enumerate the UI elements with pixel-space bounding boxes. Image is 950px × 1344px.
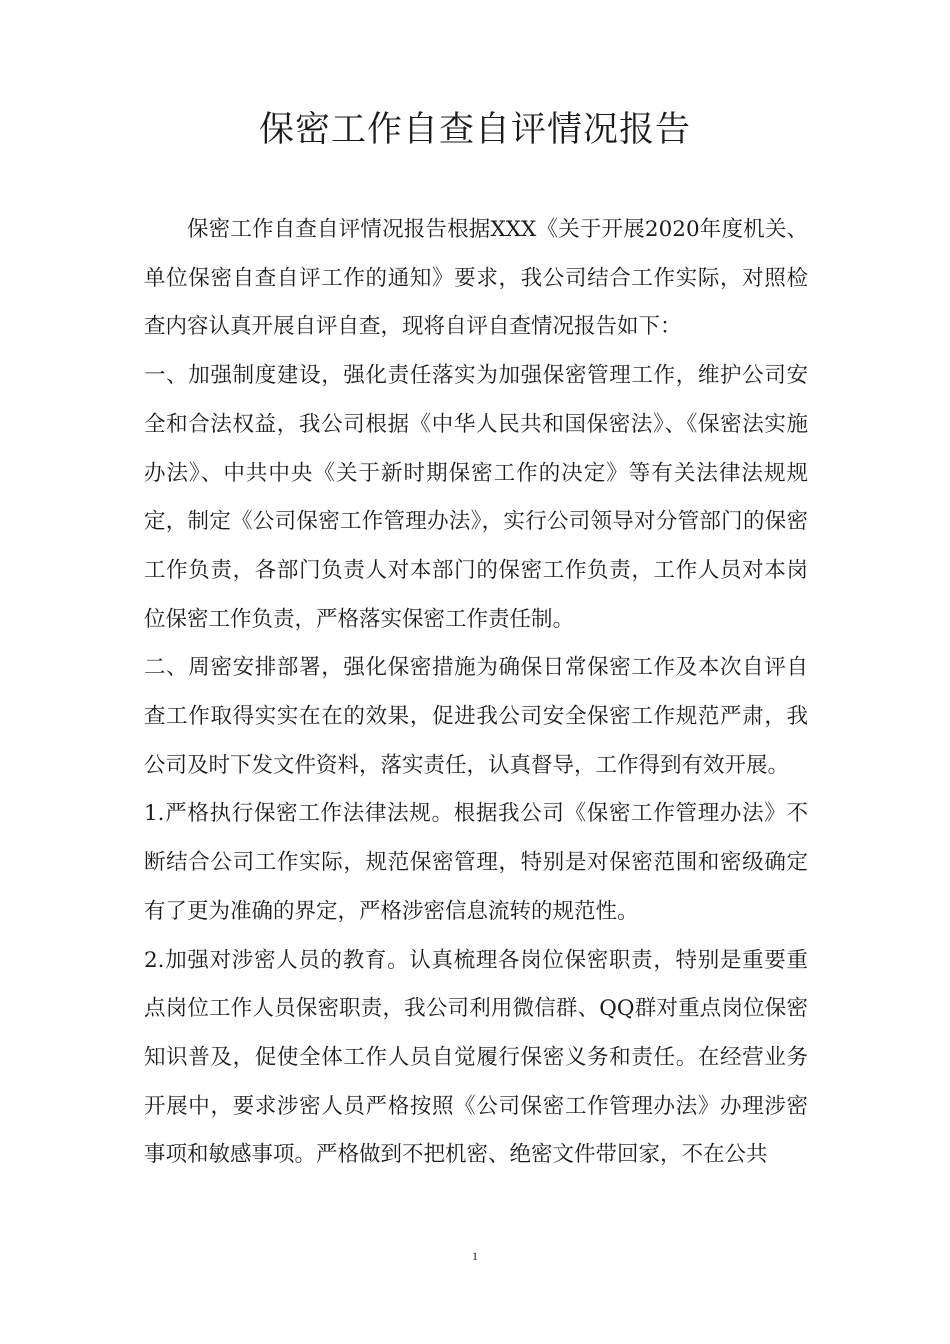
paragraph-item-one: 1.严格执行保密工作法律法规。根据我公司《保密工作管理办法》不断结合公司工作实际，规范保密管理，特别是对保密范围和密级确定有了更为准确的界定，严格涉密信息流转的规范性。 (144, 801, 808, 924)
page-number: 1 (472, 1249, 478, 1263)
document-body (144, 206, 808, 1180)
paragraph-section-one: 一、加强制度建设，强化责任落实为加强保密管理工作，维护公司安全和合法权益，我公司根据《中华人民共和国保密法》、《保密法实施办法》、中共中央《关于新时期保密工作的决定》等有关法律法规规定，制定《公司保密工作管理办法》，实行公司领导对分管部门的保密工作负责，各部门负责人对本部门的保密工作负责，工作人员对本岗位保密工作负责，严格落实保密工作责任制。 (144, 363, 808, 632)
paragraph-intro: 保密工作自查自评情况报告根据XXX《关于开展2020年度机关、单位保密自查自评工作的通知》要求，我公司结合工作实际，对照检查内容认真开展自评自查，现将自评自查情况报告如下： (144, 217, 808, 340)
paragraph-section-two: 二、周密安排部署，强化保密措施为确保日常保密工作及本次自评自查工作取得实实在在的效果，促进我公司安全保密工作规范严肃，我公司及时下发文件资料，落实责任，认真督导，工作得到有效开展。 (144, 655, 808, 778)
paragraph-item-two: 2.加强对涉密人员的教育。认真梳理各岗位保密职责，特别是重要重点岗位工作人员保密职责，我公司利用微信群、QQ群对重点岗位保密知识普及，促使全体工作人员自觉履行保密义务和责任。在经营业务开展中，要求涉密人员严格按照《公司保密工作管理办法》办理涉密事项和敏感事项。严格做到不把机密、绝密文件带回家，不在公共 (144, 947, 808, 1168)
document-title: 保密工作自查自评情况报告 (258, 110, 691, 150)
